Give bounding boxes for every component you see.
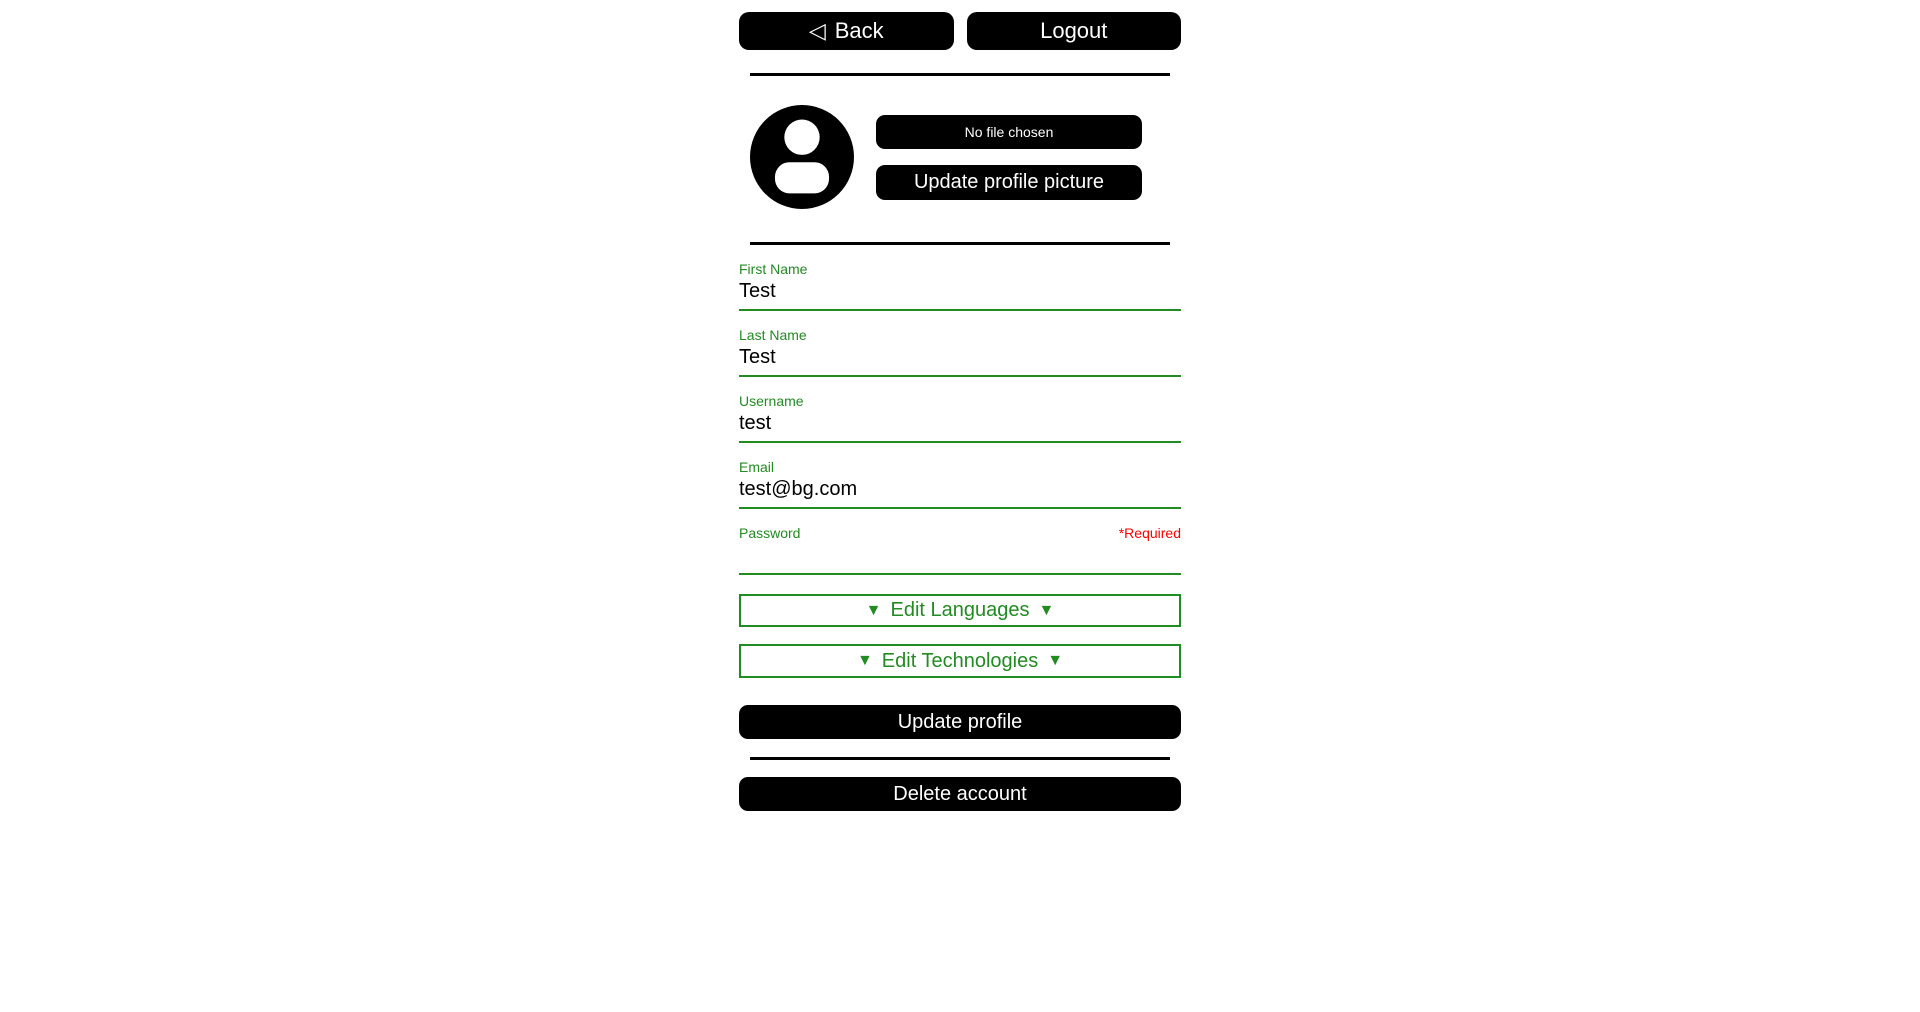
- update-profile-label: Update profile: [897, 710, 1023, 733]
- update-picture-button[interactable]: [876, 165, 1142, 200]
- divider-middle: [750, 242, 1170, 245]
- logout-button[interactable]: [967, 12, 1182, 50]
- profile-picture-section: [739, 105, 1181, 209]
- edit-languages-label: Edit Languages: [890, 599, 1030, 621]
- username-field[interactable]: [739, 409, 1181, 441]
- username-field-group: [739, 393, 1181, 443]
- divider-bottom: [750, 757, 1170, 760]
- first-name-field-group: [739, 261, 1181, 311]
- chevron-down-icon: ▼: [856, 652, 873, 669]
- edit-technologies-button[interactable]: [739, 644, 1181, 678]
- password-field-group: [739, 525, 1181, 575]
- update-picture-label: Update profile picture: [913, 170, 1105, 193]
- last-name-field-group: [739, 327, 1181, 377]
- picture-buttons: [876, 115, 1142, 200]
- email-field[interactable]: [739, 475, 1181, 507]
- email-label: Email: [739, 459, 775, 475]
- password-label: Password: [739, 525, 801, 541]
- edit-technologies-label: Edit Technologies: [881, 649, 1039, 672]
- required-badge: *Required: [1118, 525, 1181, 541]
- top-button-row: [739, 12, 1181, 50]
- first-name-label: First Name: [739, 261, 808, 277]
- last-name-label: Last Name: [739, 327, 807, 343]
- profile-form-container: [739, 0, 1181, 811]
- delete-account-button[interactable]: [739, 777, 1181, 811]
- password-field[interactable]: [739, 541, 1181, 573]
- delete-account-label: Delete account: [893, 782, 1027, 805]
- logout-button-label: Logout: [1040, 18, 1108, 43]
- chevron-down-icon: ▼: [1038, 601, 1055, 619]
- chevron-down-icon: ▼: [865, 601, 882, 619]
- last-name-field[interactable]: [739, 343, 1181, 375]
- update-profile-button[interactable]: [739, 705, 1181, 739]
- back-button-label: Back: [834, 18, 884, 43]
- username-label: Username: [739, 393, 804, 409]
- chevron-down-icon: ▼: [1047, 652, 1064, 669]
- email-field-group: [739, 459, 1181, 509]
- edit-languages-button[interactable]: [739, 594, 1181, 627]
- back-triangle-icon: ◁: [808, 18, 826, 43]
- divider-top: [750, 73, 1170, 76]
- first-name-field[interactable]: [739, 277, 1181, 309]
- file-input-label: No file chosen: [964, 123, 1054, 140]
- file-input-button[interactable]: [876, 115, 1142, 149]
- back-button[interactable]: [739, 12, 954, 50]
- avatar-person-icon: [750, 105, 854, 209]
